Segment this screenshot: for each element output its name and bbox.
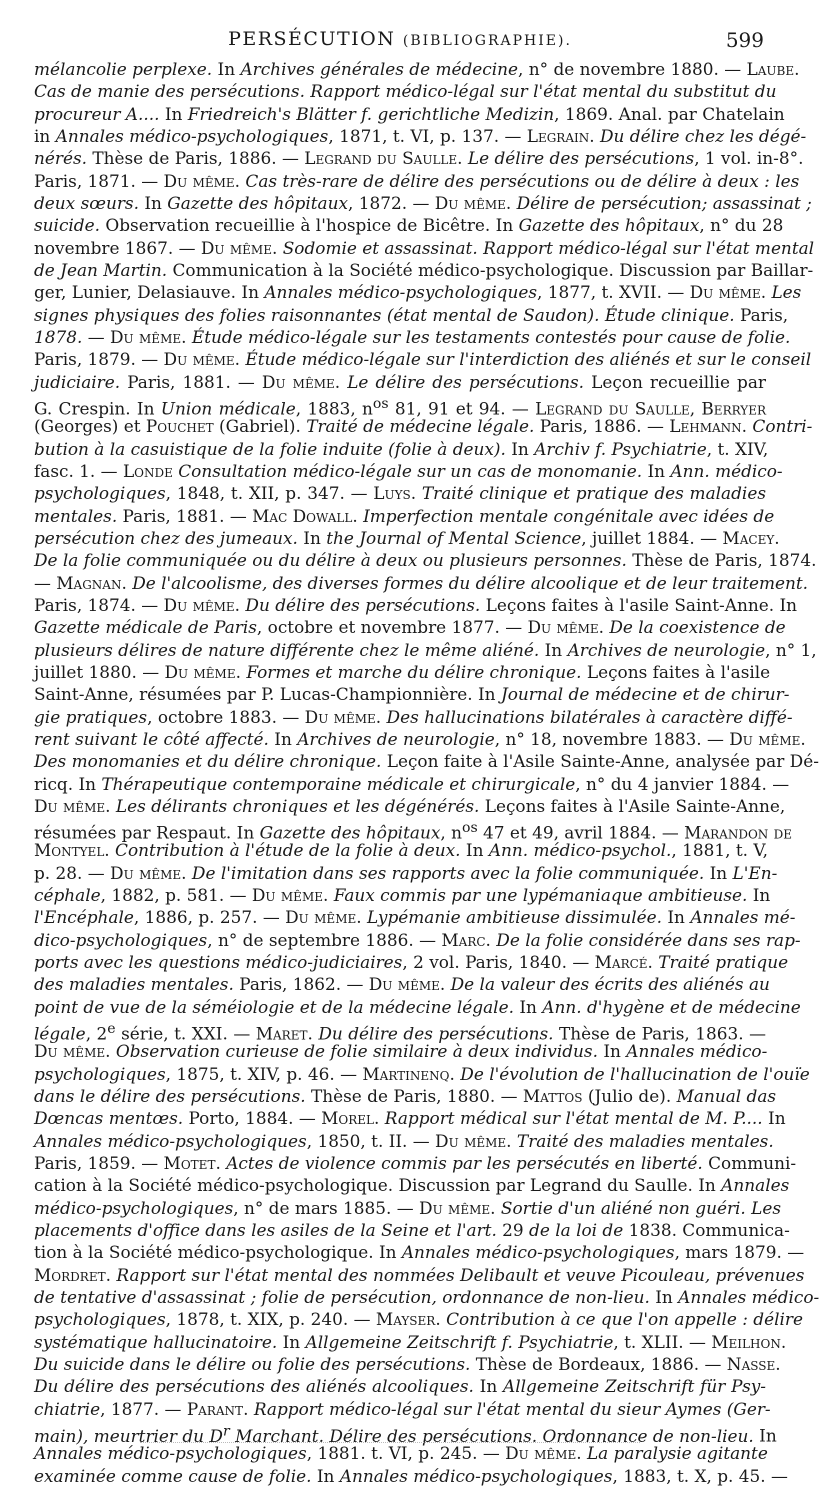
text-line: in Annales médico-psychologiques, 1871, t. VI, p. 137. — Legrain. Du délire chez les dégé- [34,125,807,146]
text-line: systématique hallucinatoire. In Allgemeine Zeitschrift f. Psychiatrie, t. XLII. — Meilhon. [34,1331,787,1352]
page-number: 599 [725,28,764,52]
text-line: mentales. Paris, 1881. — Mac Dowall. Imperfection mentale congénitale avec idées de [34,505,775,526]
page-bottom-artifact [140,1442,640,1445]
text-line: Paris, 1874. — Du même. Du délire des persécutions. Leçons faites à l'asile Saint-Anne. In [34,594,797,615]
text-line: légale, 2e série, t. XXI. — Maret. Du délire des persécutions. Thèse de Paris, 1863. — [34,1021,766,1044]
text-line: tion à la Société médico-psychologique. In Annales médico-psychologiques, mars 1879. — [34,1242,805,1263]
text-line: Des monomanies et du délire chronique. Leçon faite à l'Asile Sainte-Anne, analysée par Dé- [34,751,819,772]
text-line: Du suicide dans le délire ou folie des persécutions. Thèse de Bordeaux, 1886. — Nasse. [34,1354,781,1375]
text-line: examinée comme cause de folie. In Annales médico-psychologiques, 1883, t. X, p. 45. — [34,1465,788,1486]
text-line: deux sœurs. In Gazette des hôpitaux, 1872. — Du même. Délire de persécution; assassinat ; [34,192,812,213]
text-line: Du même. Les délirants chroniques et les dégénérés. Leçons faites à l'Asile Sainte-Anne, [34,795,786,816]
text-line: main), meurtrier du $D^r$ Marchant. Délire des persécutions. Ordonnance de non-lieu. In [34,1423,777,1446]
page-title-sub: (BIBLIOGRAPHIE). [402,33,572,49]
text-line: ricq. In Thérapeutique contemporaine médicale et chirurgicale, n° du 4 janvier 1884. — [34,773,790,794]
text-line: dans le délire des persécutions. Thèse de Paris, 1880. — Mattos (Julio de). Manual das [34,1086,777,1107]
text-line: procureur A.... In Friedreich's Blätter f. gerichtliche Medizin, 1869. Anal. par Chatelain [34,103,785,124]
text-line: Saint-Anne, résumées par P. Lucas-Championnière. In Journal de médecine et de chirur- [34,684,790,705]
text-line: de Jean Martin. Communication à la Société médico-psychologique. Discussion par Baillar- [34,259,814,280]
text-line: psychologiques, 1848, t. XII, p. 347. — Luys. Traité clinique et pratique des maladies [34,483,766,504]
text-line: Annales médico-psychologiques, 1850, t. II. — Du même. Traité des maladies mentales. [34,1130,774,1151]
text-line: Paris, 1871. — Du même. Cas très-rare de délire des persécutions ou de délire à deux : les [34,170,800,191]
page-title [30,28,770,50]
text-line: juillet 1880. — Du même. Formes et marche du délire chronique. Leçons faites à l'asile [34,661,771,682]
page-title-main: PERSÉCUTION [228,28,396,50]
text-line: l'Encéphale, 1886, p. 257. — Du même. Lypémanie ambitieuse dissimulée. In Annales mé- [34,907,796,928]
text-line: rent suivant le côté affecté. In Archives de neurologie, n° 18, novembre 1883. — Du même. [34,728,806,749]
text-line: G. Crespin. In Union médicale, 1883, $n^{os}$ 81, 91 et 94. — Legrand du Saulle, Berryer [34,395,766,419]
text-line: signes physiques des folies raisonnantes (état mental de Saudon). Étude clinique. Paris, [34,304,789,325]
text-line: placements d'office dans les asiles de la Seine et l'art. 29 de la loi de 1838. Communica- [34,1220,790,1241]
text-line: 1878. — Du même. Étude médico-légale sur les testaments contestés pour cause de folie. [34,326,791,347]
text-line: chiatrie, 1877. — Parant. Rapport médico-légal sur l'état mental du sieur Aymes (Ger- [34,1398,771,1419]
text-line: plusieurs délires de nature différente chez le même aliéné. In Archives de neurologie, n° 1, [34,639,817,660]
text-line: Du délire des persécutions des aliénés alcooliques. In Allgemeine Zeitschrift für Psy- [34,1376,766,1397]
text-line: bution à la casuistique de la folie induite (folie à deux). In Archiv f. Psychiatrie, t. XIV, [34,438,769,459]
text-line: p. 28. — Du même. De l'imitation dans ses rapports avec la folie communiquée. In L'En- [34,862,778,883]
text-line: Mordret. Rapport sur l'état mental des nommées Delibault et veuve Picouleau, prévenues [34,1264,805,1285]
text-line: Gazette médicale de Paris, octobre et novembre 1877. — Du même. De la coexistence de [34,617,786,638]
text-line: psychologiques, 1878, t. XIX, p. 240. — Mayser. Contribution à ce que l'on appelle : délire [34,1309,803,1330]
text-line: de tentative d'assassinat ; folie de persécution, ordonnance de non-lieu. In Annales médico- [34,1287,819,1308]
text-line: persécution chez des jumeaux. In the Journal of Mental Science, juillet 1884. — Macey. [34,527,780,548]
text-line: ger, Lunier, Delasiauve. In Annales médico-psychologiques, 1877, t. XVII. — Du même. Les [34,282,802,303]
text-line: Paris, 1879. — Du même. Étude médico-légale sur l'interdiction des aliénés et sur le conseil [34,349,812,370]
text-line: Du même. Observation curieuse de folie similaire à deux individus. In Annales médico- [34,1041,768,1062]
text-line: médico-psychologiques, n° de mars 1885. — Du même. Sortie d'un aliéné non guéri. Les [34,1197,782,1218]
text-line: cation à la Société médico-psychologique. Discussion par Legrand du Saulle. In Annales [34,1175,790,1196]
text-line: judiciaire. Paris, 1881. — Du même. Le délire des persécutions. Leçon recueillie par [34,371,766,392]
text-line: des maladies mentales. Paris, 1862. — Du même. De la valeur des écrits des aliénés au [34,974,770,995]
text-line: (Georges) et Pouchet (Gabriel). Traité de médecine légale. Paris, 1886. — Lehmann. Contri- [34,416,813,437]
text-line: dico-psychologiques, n° de septembre 1886. — Marc. De la folie considérée dans ses rap- [34,929,801,950]
text-line: suicide. Observation recueillie à l'hospice de Bicêtre. In Gazette des hôpitaux, n° du 28 [34,215,784,236]
text-line: psychologiques, 1875, t. XIV, p. 46. — Martinenq. De l'évolution de l'hallucination de l'ouïe [34,1063,810,1084]
text-line: point de vue de la séméiologie et de la médecine légale. In Ann. d'hygène et de médecine [34,996,801,1017]
text-line: Annales médico-psychologiques, 1881. t. VI, p. 245. — Du même. La paralysie agitante [34,1443,768,1464]
text-line: ports avec les questions médico-judiciaires, 2 vol. Paris, 1840. — Marcé. Traité pratique [34,952,789,973]
text-line: Paris, 1859. — Motet. Actes de violence commis par les persécutés en liberté. Communi- [34,1153,797,1174]
bibliography-text [34,58,819,1487]
text-line: — Magnan. De l'alcoolisme, des diverses formes du délire alcoolique et de leur traitement. [34,572,809,593]
text-line: Dœncas mentœs. Porto, 1884. — Morel. Rapport médical sur l'état mental de M. P.... In [34,1108,786,1129]
text-line: mélancolie perplexe. In Archives générales de médecine, n° de novembre 1880. — Laube. [34,59,800,79]
text-line: résumées par Respaut. In Gazette des hôpitaux, $n^{os}$ 47 et 49, avril 1884. — Marandon de [34,820,793,843]
text-line: nérés. Thèse de Paris, 1886. — Legrand du Saulle. Le délire des persécutions, 1 vol. in-8°. [34,148,804,169]
text-line: fasc. 1. — Londe Consultation médico-légale sur un cas de monomanie. In Ann. médico- [34,460,783,481]
text-line: gie pratiques, octobre 1883. — Du même. Des hallucinations bilatérales à caractère diffé- [34,706,793,727]
running-header [30,28,770,58]
text-line: céphale, 1882, p. 581. — Du même. Faux commis par une lypémaniaque ambitieuse. In [34,885,771,906]
text-line: Montyel. Contribution à l'étude de la folie à deux. In Ann. médico-psychol., 1881, t. V, [34,840,768,861]
text-line: Cas de manie des persécutions. Rapport médico-légal sur l'état mental du substitut du [34,81,777,102]
text-line: De la folie communiquée ou du délire à deux ou plusieurs personnes. Thèse de Paris, 1874. [34,550,817,571]
text-line: novembre 1867. — Du même. Sodomie et assassinat. Rapport médico-légal sur l'état mental [34,237,815,258]
